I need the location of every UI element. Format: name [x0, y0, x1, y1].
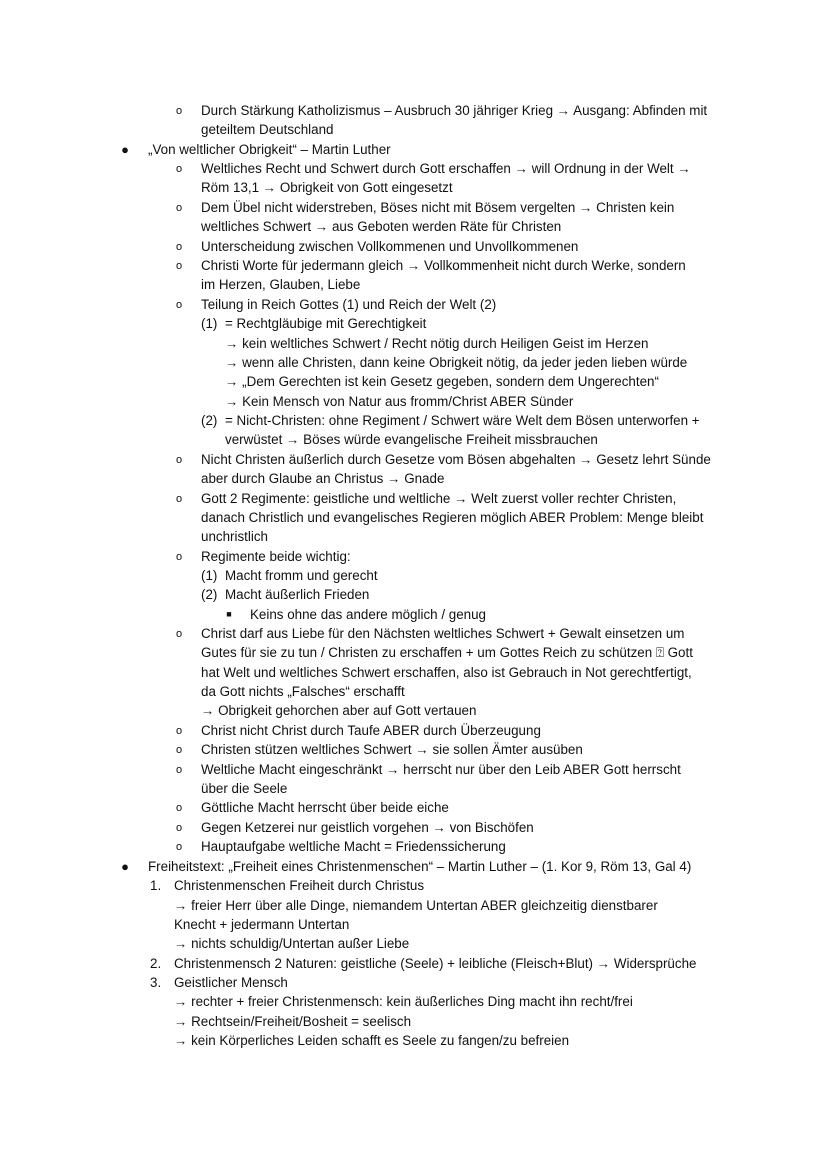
- circle-bullet-icon: o: [175, 493, 183, 505]
- sub-item-text: = Nicht-Christen: ohne Regiment / Schwert wäre Welt dem Bösen unterworfen +: [225, 413, 700, 428]
- arrow-line: → „Dem Gerechten ist kein Gesetz gegeben, sondern dem Ungerechten“: [225, 374, 659, 389]
- circle-bullet-icon: o: [175, 105, 183, 117]
- list-item-text: über die Seele: [201, 781, 288, 796]
- circle-bullet-icon: o: [175, 241, 183, 253]
- list-item-text: hat Welt und weltliches Schwert erschaffen, also ist Gebrauch in Not gerechtfertigt,: [201, 665, 692, 680]
- list-item-text: Christi Worte für jedermann gleich → Vollkommenheit nicht durch Werke, sondern: [201, 258, 686, 273]
- list-item-text: Unterscheidung zwischen Vollkommenen und Unvollkommenen: [201, 239, 579, 254]
- square-bullet-icon: ■: [226, 609, 232, 619]
- sub-item-number: (1): [201, 316, 218, 331]
- list-item-text: da Gott nichts „Falsches“ erschafft: [201, 684, 405, 699]
- list-item-text: Christen stützen weltliches Schwert → sie sollen Ämter ausüben: [201, 742, 583, 757]
- list-item-text: Christ darf aus Liebe für den Nächsten weltliches Schwert + Gewalt einsetzen um: [201, 626, 685, 641]
- list-item-text: im Herzen, Glauben, Liebe: [201, 277, 361, 292]
- arrow-line: → kein Körperliches Leiden schafft es Seele zu fangen/zu befreien: [174, 1033, 570, 1048]
- numbered-item-number: 1.: [150, 878, 162, 893]
- circle-bullet-icon: o: [175, 260, 183, 272]
- arrow-line: → Obrigkeit gehorchen aber auf Gott vertauen: [201, 703, 477, 718]
- circle-bullet-icon: o: [175, 841, 183, 853]
- sub-item-number: (2): [201, 413, 218, 428]
- list-item-text: unchristlich: [201, 529, 268, 544]
- numbered-item-number: 3.: [150, 975, 162, 990]
- list-item-text: Weltliches Recht und Schwert durch Gott erschaffen → will Ordnung in der Welt →: [201, 161, 691, 176]
- list-item-text: weltliches Schwert → aus Geboten werden Räte für Christen: [201, 219, 562, 234]
- arrow-line: → freier Herr über alle Dinge, niemandem Untertan ABER gleichzeitig dienstbarer: [174, 898, 658, 913]
- list-item-text: Röm 13,1 → Obrigkeit von Gott eingesetzt: [201, 180, 453, 195]
- list-item-text: Gegen Ketzerei nur geistlich vorgehen → von Bischöfen: [201, 820, 534, 835]
- numbered-item-number: 2.: [150, 956, 162, 971]
- arrow-line: → nichts schuldig/Untertan außer Liebe: [174, 936, 410, 951]
- numbered-item-text: Christenmenschen Freiheit durch Christus: [174, 878, 425, 893]
- circle-bullet-icon: o: [175, 764, 183, 776]
- arrow-line: → Rechtsein/Freiheit/Bosheit = seelisch: [174, 1014, 412, 1029]
- sub-item-number: (2): [201, 587, 218, 602]
- circle-bullet-icon: o: [175, 802, 183, 814]
- circle-bullet-icon: o: [175, 299, 183, 311]
- sub-item-text: Macht fromm und gerecht: [225, 568, 378, 583]
- numbered-item-text: Christenmensch 2 Naturen: geistliche (Seele) + leibliche (Fleisch+Blut) → Widersprüche: [174, 956, 697, 971]
- list-item-text: geteiltem Deutschland: [201, 122, 334, 137]
- list-item-text: Regimente beide wichtig:: [201, 549, 351, 564]
- list-item-text: Teilung in Reich Gottes (1) und Reich der Welt (2): [201, 297, 497, 312]
- circle-bullet-icon: o: [175, 822, 183, 834]
- circle-bullet-icon: o: [175, 744, 183, 756]
- list-item-text: Gott 2 Regimente: geistliche und weltliche → Welt zuerst voller rechter Christen,: [201, 491, 677, 506]
- sub-item-text: Macht äußerlich Frieden: [225, 587, 370, 602]
- disc-bullet-icon: ●: [121, 859, 129, 874]
- sub-item-text: verwüstet → Böses würde evangelische Freiheit missbrauchen: [225, 432, 598, 447]
- list-item-text: Durch Stärkung Katholizismus – Ausbruch 30 jähriger Krieg → Ausgang: Abfinden mit: [201, 103, 708, 118]
- circle-bullet-icon: o: [175, 202, 183, 214]
- sub-item-number: (1): [201, 568, 218, 583]
- circle-bullet-icon: o: [175, 551, 183, 563]
- list-item-text: Dem Übel nicht widerstreben, Böses nicht mit Bösem vergelten → Christen kein: [201, 200, 675, 215]
- numbered-item-text: Knecht + jedermann Untertan: [174, 917, 350, 932]
- list-item-text: Gutes für sie zu tun / Christen zu erschaffen + um Gottes Reich zu schützen ⍰ Gott: [201, 645, 693, 660]
- list-item-text: Christ nicht Christ durch Taufe ABER durch Überzeugung: [201, 723, 541, 738]
- list-item-text: Nicht Christen äußerlich durch Gesetze vom Bösen abgehalten → Gesetz lehrt Sünde: [201, 452, 711, 467]
- list-item-text: Weltliche Macht eingeschränkt → herrscht nur über den Leib ABER Gott herrscht: [201, 762, 681, 777]
- list-item-text: danach Christlich und evangelisches Regieren möglich ABER Problem: Menge bleibt: [201, 510, 704, 525]
- list-item-text: aber durch Glaube an Christus → Gnade: [201, 471, 445, 486]
- circle-bullet-icon: o: [175, 163, 183, 175]
- arrow-line: → kein weltliches Schwert / Recht nötig durch Heiligen Geist im Herzen: [225, 336, 649, 351]
- arrow-line: → Kein Mensch von Natur aus fromm/Christ ABER Sünder: [225, 394, 574, 409]
- arrow-line: → wenn alle Christen, dann keine Obrigkeit nötig, da jeder jeden lieben würde: [225, 355, 688, 370]
- list-item-text: Hauptaufgabe weltliche Macht = Friedenssicherung: [201, 839, 506, 854]
- section-title: Freiheitstext: „Freiheit eines Christenmenschen“ – Martin Luther – (1. Kor 9, Röm 13, Gal 4): [148, 859, 692, 874]
- circle-bullet-icon: o: [175, 628, 183, 640]
- circle-bullet-icon: o: [175, 725, 183, 737]
- sub-item-text: = Rechtgläubige mit Gerechtigkeit: [225, 316, 427, 331]
- arrow-line: → rechter + freier Christenmensch: kein äußerliches Ding macht ihn recht/frei: [174, 994, 633, 1009]
- section-title: „Von weltlicher Obrigkeit“ – Martin Luther: [148, 142, 391, 157]
- circle-bullet-icon: o: [175, 454, 183, 466]
- sub-sub-item-text: Keins ohne das andere möglich / genug: [250, 607, 486, 622]
- list-item-text: Göttliche Macht herrscht über beide eiche: [201, 800, 449, 815]
- disc-bullet-icon: ●: [121, 142, 129, 157]
- numbered-item-text: Geistlicher Mensch: [174, 975, 288, 990]
